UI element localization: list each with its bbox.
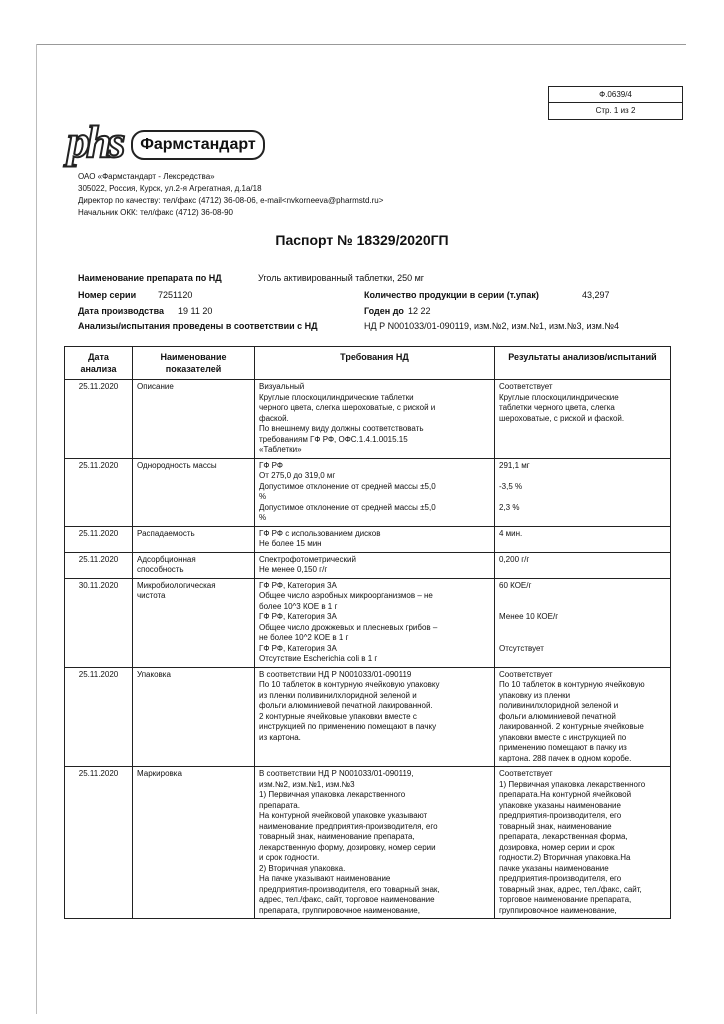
analysis-date: 25.11.2020 [65, 380, 133, 459]
production-date-value: 19 11 20 [178, 306, 213, 316]
table-header-row [65, 347, 671, 380]
valid-until-value: 12 22 [408, 306, 431, 316]
analysis-basis-label: Анализы/испытания проведены в соответствии с НД [78, 321, 318, 331]
company-line: Начальник ОКК: тел/факс (4712) 36-08-90 [78, 208, 233, 217]
result: 4 мин. [495, 526, 671, 552]
series-label: Номер серии [78, 290, 137, 300]
requirement: Спектрофотометрический Не менее 0,150 г/г [255, 552, 495, 578]
table-row [65, 380, 671, 459]
indicator-name: Упаковка [133, 667, 255, 767]
requirement: В соответствии НД Р N001033/01-090119, изм.№2, изм.№1, изм.№3 1) Первичная упаковка лекарственного препарата. На контурной ячейковой упаковке указывают наименование предприятия-производителя, его товарный знак, наименование препарата, лекарственную форму, дозировку, номер серии и срок годности. 2) Вторичная упаковка. На пачке указывают наименование предприятия-производителя, его товарный знак, адрес, тел./факс, сайт, торговое наименование препарата, группировочное наименование, [255, 767, 495, 919]
indicator-name: Маркировка [133, 767, 255, 919]
analysis-date: 25.11.2020 [65, 767, 133, 919]
logo-name: Фармстандарт [131, 130, 265, 160]
indicator-name: Адсорбционная способность [133, 552, 255, 578]
requirement: ГФ РФ От 275,0 до 319,0 мг Допустимое отклонение от средней массы ±5,0 % Допустимое отклонение от средней массы ±5,0 % [255, 458, 495, 526]
result: Соответствует Круглые плоскоцилиндрические таблетки черного цвета, слегка шероховатые, с риской и фаской. [495, 380, 671, 459]
table-row [65, 526, 671, 552]
form-code-box [548, 86, 683, 120]
analysis-basis-value: НД Р N001033/01-090119, изм.№2, изм.№1, изм.№3, изм.№4 [364, 321, 620, 331]
result: Соответствует 1) Первичная упаковка лекарственного препарата.На контурной ячейковой упаковке указаны наименование предприятия-производителя, его товарный знак, наименование препарата, лекарственная форма, дозировка, номер серии и срок годности.2) Вторичная упаковка.На пачке указаны наименование предприятия-производителя, его товарный знак, адрес, тел./факс, сайт, торговое наименование препарата, группировочное наименование, [495, 767, 671, 919]
requirement: ГФ РФ, Категория 3А Общее число аэробных микроорганизмов – не более 10^3 КОЕ в 1 г ГФ РФ, Категория 3А Общее число дрожжевых и плесневых грибов – не более 10^2 КОЕ в 1 г ГФ РФ, Категория 3А Отсутствие Escherichia coli в 1 г [255, 578, 495, 667]
requirement: В соответствии НД Р N001033/01-090119 По 10 таблеток в контурную ячейковую упаковку из пленки поливинилхлоридной зеленой и фольги алюминиевой печатной лакированной. 2 контурные ячейковые упаковки вместе с инструкцией по применению помещают в пачку из картона. [255, 667, 495, 767]
indicator-name: Описание [133, 380, 255, 459]
indicator-name: Распадаемость [133, 526, 255, 552]
form-code: Ф.0639/4 [549, 87, 682, 103]
table-row [65, 767, 671, 919]
analysis-date: 30.11.2020 [65, 578, 133, 667]
result: 0,200 г/г [495, 552, 671, 578]
series-value: 7251120 [158, 290, 193, 300]
header-results: Результаты анализов/испытаний [495, 347, 671, 380]
results-table [64, 346, 671, 919]
quantity-label: Количество продукции в серии (т.упак) [364, 290, 539, 300]
logo-mark: phs [67, 116, 122, 167]
header-date: Дата анализа [65, 347, 133, 380]
table-row [65, 578, 671, 667]
passport-title: Паспорт № 18329/2020ГП [275, 232, 449, 248]
result: 291,1 мг -3,5 % 2,3 % [495, 458, 671, 526]
analysis-date: 25.11.2020 [65, 667, 133, 767]
indicator-name: Микробиологическая чистота [133, 578, 255, 667]
company-logo [67, 118, 263, 168]
production-date-label: Дата производства [78, 306, 164, 316]
table-row [65, 458, 671, 526]
scan-artifact-top [36, 44, 686, 45]
company-line: ОАО «Фармстандарт - Лексредства» [78, 172, 215, 181]
requirement: Визуальный Круглые плоскоцилиндрические таблетки черного цвета, слегка шероховатые, с риской и фаской. По внешнему виду должны соответствовать требованиям ГФ РФ, ОФС.1.4.1.0015.15 «Таблетки» [255, 380, 495, 459]
analysis-date: 25.11.2020 [65, 458, 133, 526]
header-requirements: Требования НД [255, 347, 495, 380]
result: 60 КОЕ/г Менее 10 КОЕ/г Отсутствует [495, 578, 671, 667]
analysis-date: 25.11.2020 [65, 526, 133, 552]
analysis-date: 25.11.2020 [65, 552, 133, 578]
indicator-name: Однородность массы [133, 458, 255, 526]
product-label: Наименование препарата по НД [78, 273, 222, 283]
company-info [78, 172, 383, 220]
page-number: Стр. 1 из 2 [595, 106, 636, 115]
scan-artifact-left [36, 44, 37, 1014]
product-value: Уголь активированный таблетки, 250 мг [258, 273, 425, 283]
company-line: 305022, Россия, Курск, ул.2-я Агрегатная, д.1а/18 [78, 184, 262, 193]
header-name: Наименование показателей [133, 347, 255, 380]
result: Соответствует По 10 таблеток в контурную ячейковую упаковку из пленки поливинилхлоридной зеленой и фольги алюминиевой печатной лакированной. 2 контурные ячейковые упаковки вместе с инструкцией по применению помещают в пачку из картона. 288 пачек в одном коробе. [495, 667, 671, 767]
requirement: ГФ РФ с использованием дисков Не более 15 мин [255, 526, 495, 552]
table-row [65, 667, 671, 767]
quantity-value: 43,297 [582, 290, 610, 300]
table-row [65, 552, 671, 578]
company-line: Директор по качеству: тел/факс (4712) 36-08-06, e-mail<nvkorneeva@pharmstd.ru> [78, 196, 384, 205]
valid-until-label: Годен до [364, 306, 404, 316]
